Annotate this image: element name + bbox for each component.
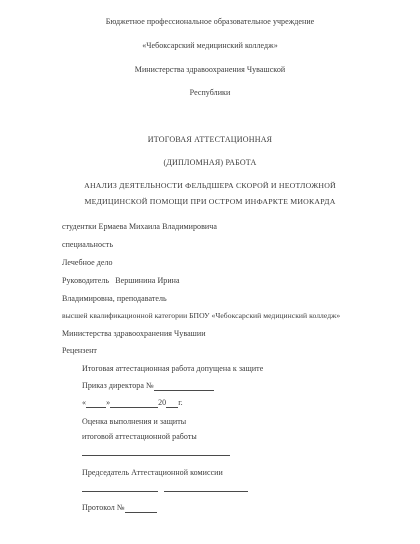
supervisor-label: Руководитель	[62, 276, 110, 285]
institution-line-3: Министерства здравоохранения Чувашской	[134, 65, 286, 74]
order-label: Приказ директора №	[82, 381, 154, 390]
order-number-blank	[154, 382, 214, 391]
protocol-number-blank	[125, 504, 157, 513]
grade-blank-line	[82, 447, 230, 456]
institution-line-1: Бюджетное профессиональное образовательное учреждение	[105, 17, 315, 26]
title-line-2: (ДИПЛОМНАЯ) РАБОТА	[163, 158, 257, 167]
date-line	[82, 398, 183, 408]
institution-line-2: «Чебоксарский медицинский колледж»	[142, 41, 278, 50]
chair-signature-blank	[82, 483, 158, 492]
supervisor-name: Вершинина Ирина	[115, 276, 180, 285]
date-year-prefix: 20	[158, 398, 167, 407]
grade-blank	[82, 446, 230, 456]
grade-line-2: итоговой аттестационной работы	[82, 432, 197, 441]
supervisor-line	[62, 276, 180, 286]
student-line: студентки Ермаева Михаила Владимировича	[62, 222, 217, 231]
title-line-1: ИТОГОВАЯ АТТЕСТАЦИОННАЯ	[147, 135, 273, 144]
date-month-blank	[110, 399, 158, 408]
reviewer-label: Рецензент	[62, 346, 97, 355]
chair-line: Председатель Аттестационной комиссии	[82, 468, 223, 477]
chair-signature-line	[82, 482, 248, 492]
protocol-label: Протокол №	[82, 503, 125, 512]
title-line-3: АНАЛИЗ ДЕЯТЕЛЬНОСТИ ФЕЛЬДШЕРА СКОРОЙ И НЕОТЛОЖНОЙ	[84, 181, 336, 190]
ministry-line: Министерства здравоохранения Чувашии	[62, 329, 206, 338]
date-open-quote: «	[82, 398, 87, 407]
specialty-name: Лечебное дело	[62, 258, 113, 267]
order-line	[82, 381, 214, 391]
grade-line-1: Оценка выполнения и защиты	[82, 417, 187, 426]
title-line-4: МЕДИЦИНСКОЙ ПОМОЩИ ПРИ ОСТРОМ ИНФАРКТЕ МИОКАРДА	[84, 197, 336, 206]
specialty-label: специальность	[62, 240, 114, 249]
admission-line: Итоговая аттестационная работа допущена к защите	[82, 364, 264, 373]
date-year-blank	[166, 399, 178, 408]
date-close-quote: »	[106, 398, 111, 407]
date-day-blank	[86, 399, 106, 408]
institution-line-4: Республики	[189, 88, 231, 97]
protocol-line	[82, 503, 157, 513]
category-line: высшей квалификационной категории БПОУ «Чебоксарский медицинский колледж»	[62, 311, 341, 320]
supervisor-rest: Владимировна, преподаватель	[62, 294, 167, 303]
chair-name-blank	[164, 483, 248, 492]
date-year-suffix: г.	[178, 398, 183, 407]
